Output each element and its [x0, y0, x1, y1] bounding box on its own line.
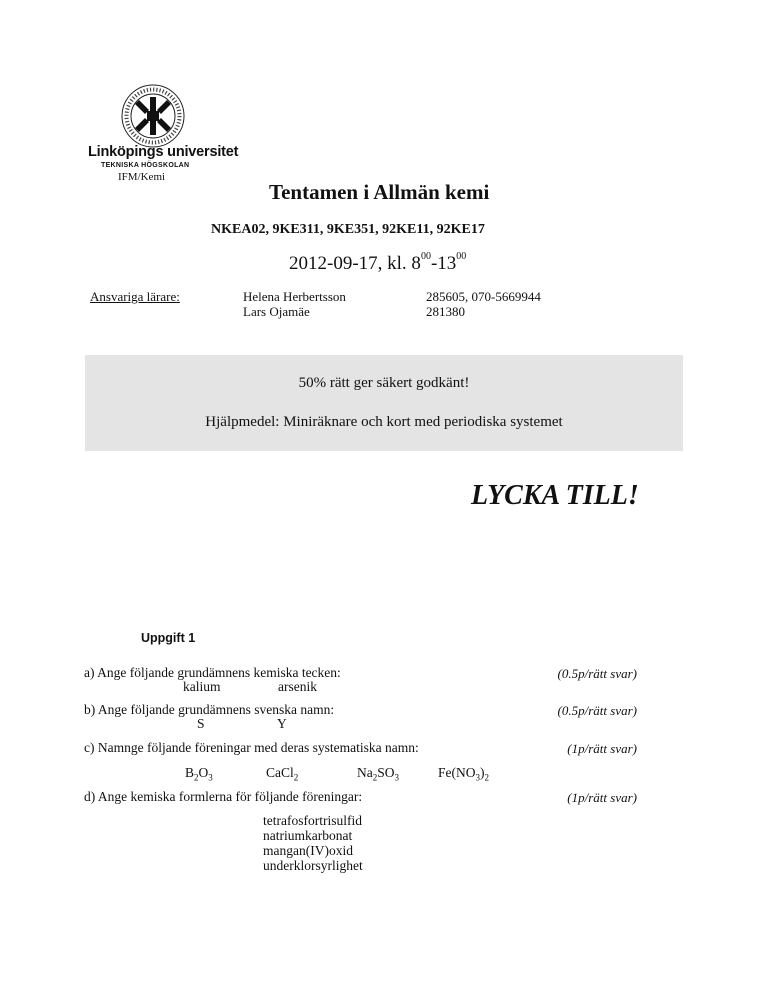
element-item: S [197, 716, 205, 731]
compound-formula: CaCl$_2$ [266, 765, 299, 783]
exam-date: 2012-09-17, kl. $8^{00}-13^{00}$ [289, 251, 467, 274]
points-d: (1p/rätt svar) [567, 790, 637, 805]
points-c: (1p/rätt svar) [567, 741, 637, 756]
points-b: (0.5p/rätt svar) [557, 703, 637, 718]
compound-name: mangan(IV)oxid [263, 843, 353, 858]
teacher-name: Helena Herbertsson [243, 289, 346, 304]
compound-name: natriumkarbonat [263, 828, 353, 843]
question-a: a) Ange följande grundämnens kemiska tecken: [84, 665, 341, 680]
good-luck-text: LYCKA TILL! [471, 480, 639, 511]
logo-university-name: Linköpings universitet [88, 144, 239, 160]
logo-subtitle: TEKNISKA HÖGSKOLAN [101, 162, 190, 169]
exam-title: Tentamen i Allmän kemi [269, 180, 490, 204]
task-heading: Uppgift 1 [141, 631, 196, 645]
teacher-phone: 281380 [426, 304, 465, 319]
question-b: b) Ange följande grundämnens svenska namn: [84, 702, 335, 717]
question-d: d) Ange kemiska formlerna för följande föreningar: [84, 789, 363, 804]
teacher-name: Lars Ojamäe [243, 304, 310, 319]
question-c: c) Namnge följande föreningar med deras systematiska namn: [84, 740, 419, 755]
compound-name: underklorsyrlighet [263, 858, 363, 873]
compound-formula: $Na_2SO_3$ [357, 765, 400, 783]
pass-requirement: 50% rätt ger säkert godkänt! [298, 375, 470, 391]
department: IFM/Kemi [118, 171, 166, 183]
course-codes: NKEA02, 9KE311, 9KE351, 92KE11, 92KE17 [211, 222, 485, 237]
compound-formula: $B_2O_3$ [185, 765, 213, 783]
info-box [85, 355, 683, 451]
element-item: kalium [183, 679, 221, 694]
teacher-phone: 285605, 070-5669944 [426, 289, 541, 304]
compound-formula: $Fe(NO_3)_2$ [438, 765, 489, 783]
teachers-label: Ansvariga lärare: [90, 289, 180, 304]
allowed-aids: Hjälpmedel: Miniräknare och kort med periodiska systemet [205, 414, 563, 430]
element-item: arsenik [278, 679, 317, 694]
compound-name: tetrafosfortrisulfid [263, 813, 362, 828]
points-a: (0.5p/rätt svar) [557, 666, 637, 681]
element-item: Y [277, 716, 287, 731]
